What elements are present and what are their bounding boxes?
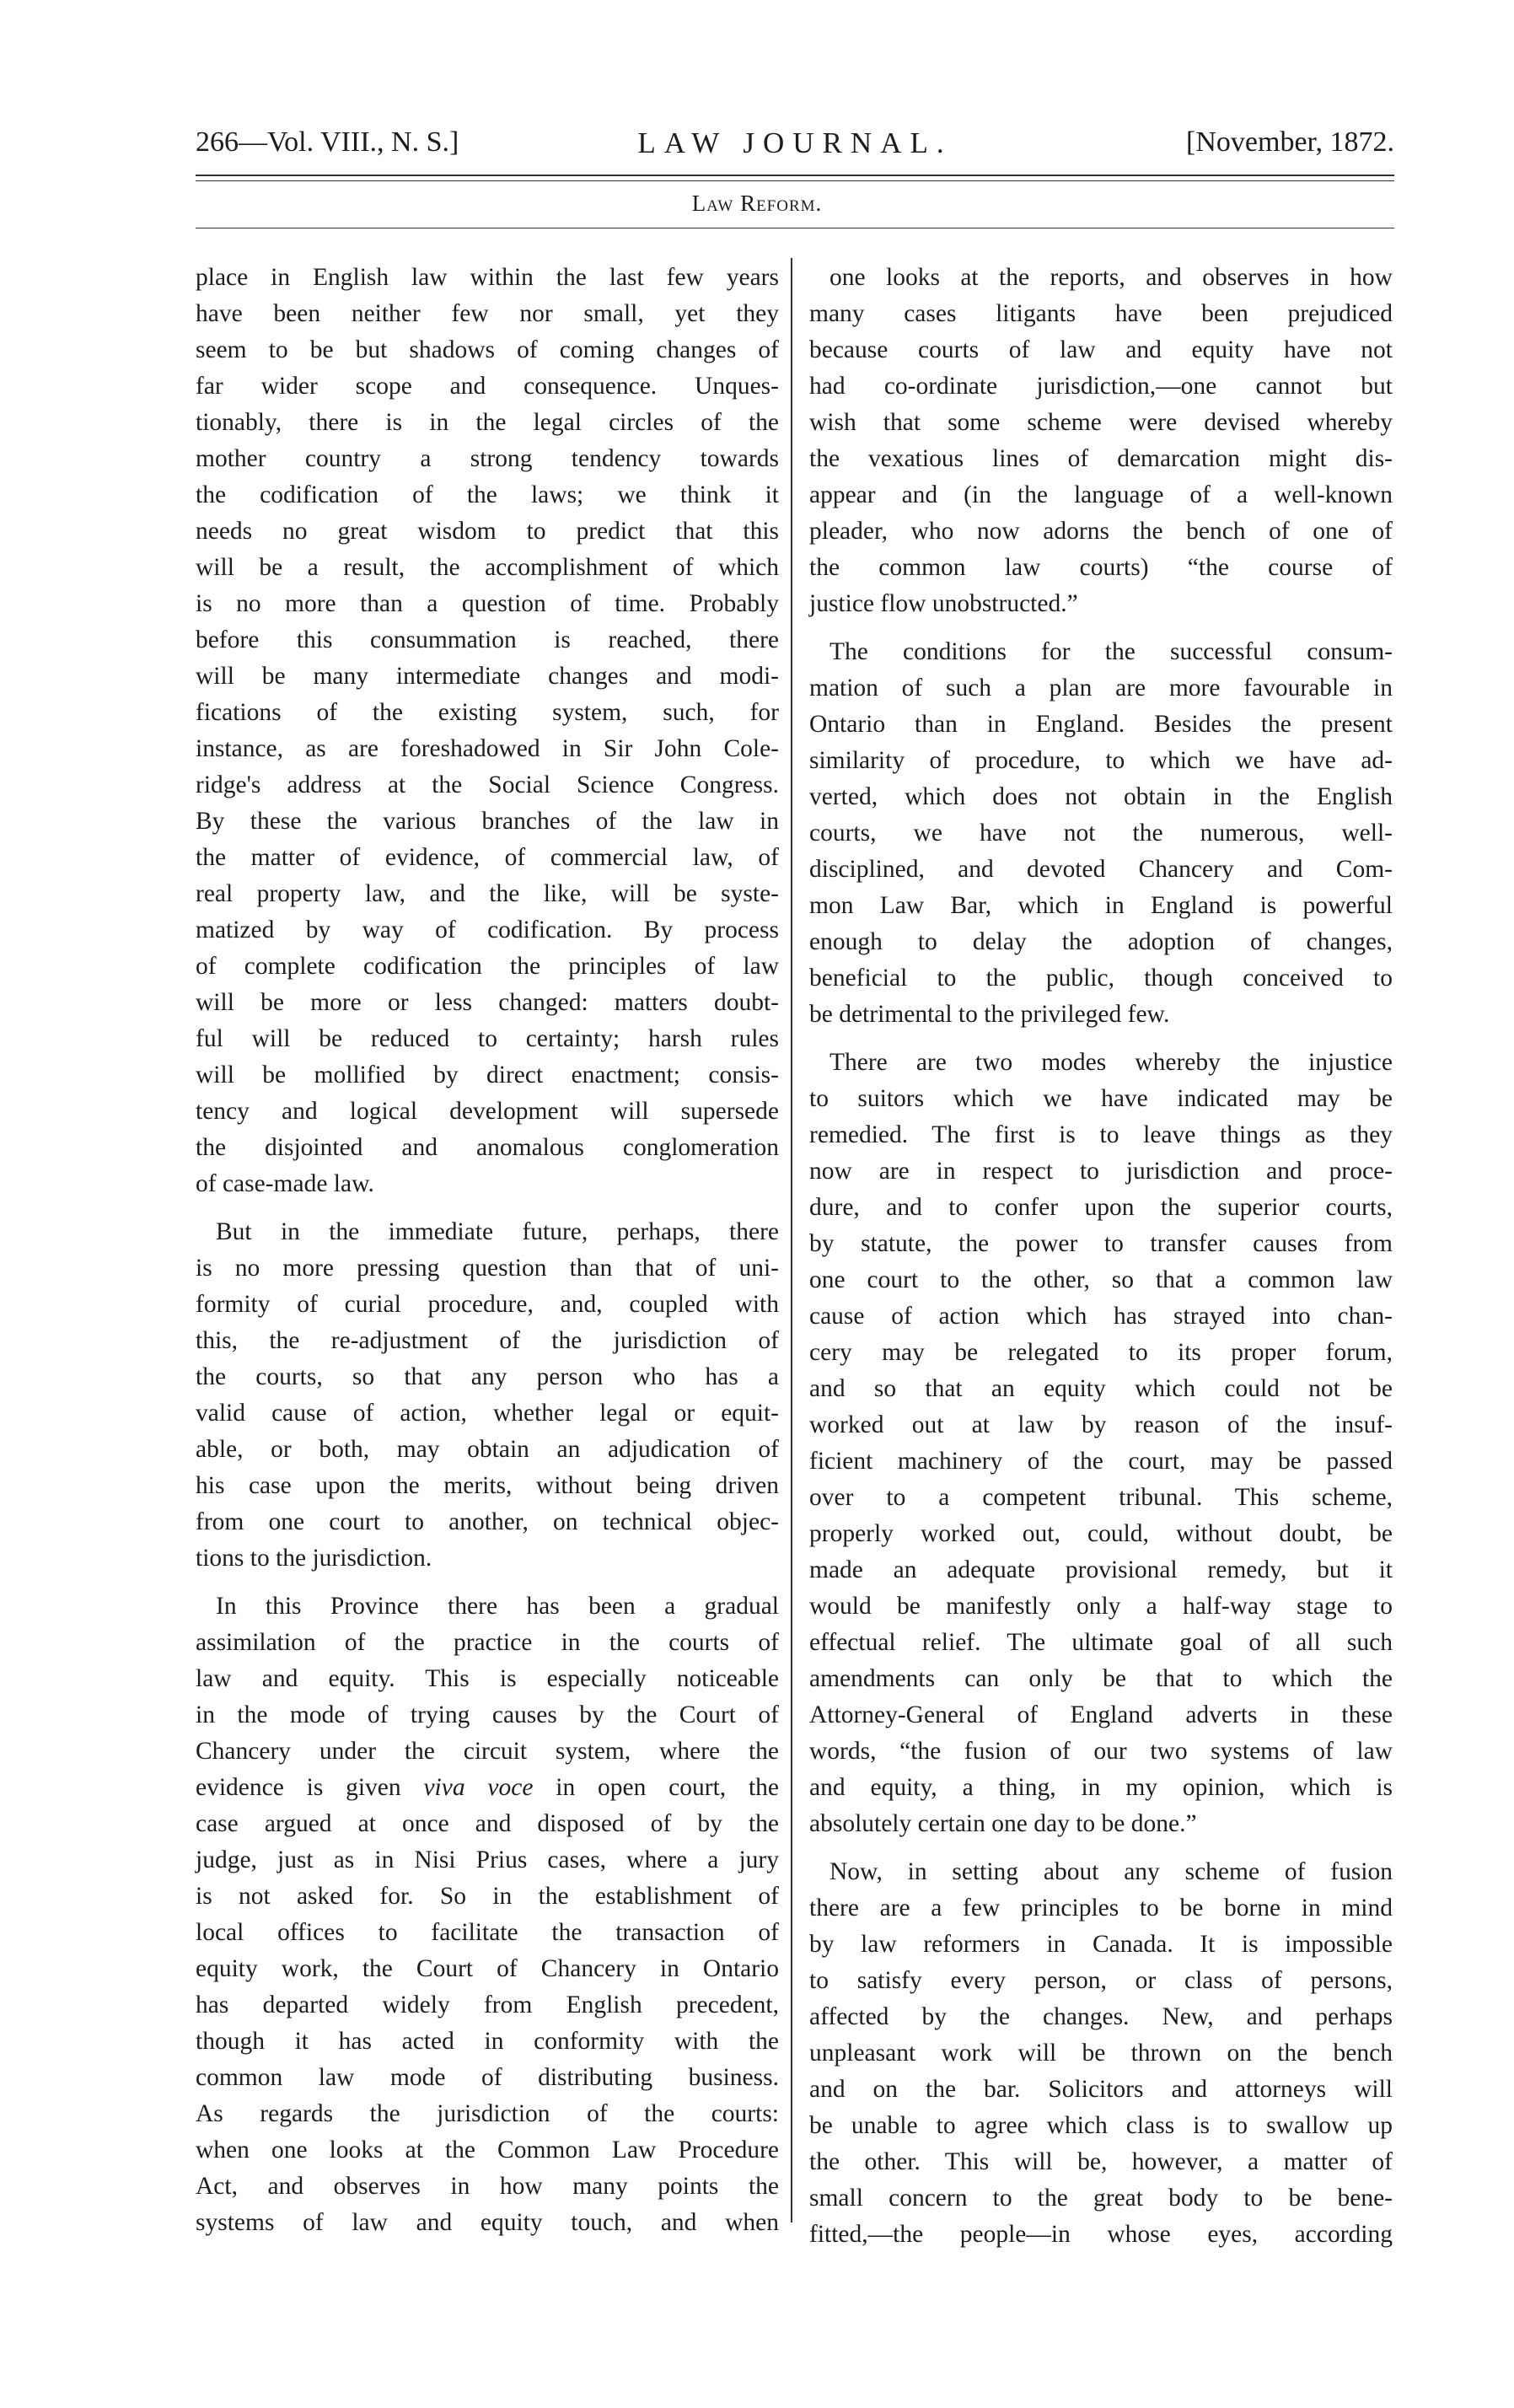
text-line: to satisfy every person, or class of persons, xyxy=(809,1967,1393,1994)
text-line: common law mode of distributing business. xyxy=(196,2064,779,2091)
text-line: the other. This will be, however, a matter of xyxy=(809,2148,1393,2175)
text-line: wish that some scheme were devised whereby xyxy=(809,409,1393,436)
text-line: justice flow unobstructed.” xyxy=(809,590,1078,617)
text-line: valid cause of action, whether legal or equit- xyxy=(196,1400,779,1427)
text-line: be unable to agree which class is to swallow up xyxy=(809,2112,1393,2139)
text-line: to suitors which we have indicated may be xyxy=(809,1085,1393,1112)
text-line: enough to delay the adoption of changes, xyxy=(809,928,1393,955)
text-line: place in English law within the last few years xyxy=(196,264,779,291)
text-line: over to a competent tribunal. This scheme, xyxy=(809,1484,1393,1511)
text-line: affected by the changes. New, and perhaps xyxy=(809,2003,1393,2030)
text-line: is no more pressing question than that of uni- xyxy=(196,1255,779,1282)
text-line: the courts, so that any person who has a xyxy=(196,1363,779,1390)
text-line: and equity, a thing, in my opinion, which is xyxy=(809,1774,1393,1801)
text-line: this, the re-adjustment of the jurisdiction of xyxy=(196,1327,779,1354)
text-line: matized by way of codification. By process xyxy=(196,916,779,943)
text-line: his case upon the merits, without being driven xyxy=(196,1472,779,1499)
text-line: ridge's address at the Social Science Congress. xyxy=(196,771,779,798)
journal-title: LAW JOURNAL. xyxy=(637,126,953,159)
text-line: ful will be reduced to certainty; harsh rules xyxy=(196,1025,779,1052)
text-line: appear and (in the language of a well-known xyxy=(809,481,1393,508)
text-line: evidence is given viva voce in open court, the xyxy=(196,1774,779,1801)
text-line: the vexatious lines of demarcation might dis- xyxy=(809,445,1393,472)
text-line: small concern to the great body to be bene- xyxy=(809,2185,1393,2212)
text-line: one court to the other, so that a common law xyxy=(809,1266,1393,1293)
header-rule-top xyxy=(196,175,1394,176)
text-line: unpleasant work will be thrown on the bench xyxy=(809,2040,1393,2067)
text-line: by law reformers in Canada. It is impossible xyxy=(809,1931,1393,1958)
page-volume-number: 266—Vol. VIII., N. S.] xyxy=(196,126,459,158)
text-line: formity of curial procedure, and, coupled with xyxy=(196,1291,779,1318)
text-line: is no more than a question of time. Probably xyxy=(196,590,779,617)
text-line: Chancery under the circuit system, where the xyxy=(196,1738,779,1765)
text-line: mon Law Bar, which in England is powerful xyxy=(809,892,1393,919)
issue-date: [November, 1872. xyxy=(1186,126,1394,158)
text-line: will be mollified by direct enactment; consis- xyxy=(196,1062,779,1088)
text-line: fications of the existing system, such, for xyxy=(196,699,779,726)
text-line: mation of such a plan are more favourable in xyxy=(809,675,1393,701)
text-line: there are a few principles to be borne in mind xyxy=(809,1895,1393,1922)
text-line: pleader, who now adorns the bench of one of xyxy=(809,518,1393,545)
text-line: ficient machinery of the court, may be passed xyxy=(809,1448,1393,1475)
text-line: tency and logical development will supersede xyxy=(196,1098,779,1125)
italic-phrase: viva voce xyxy=(423,1774,534,1801)
text-line: disciplined, and devoted Chancery and Com- xyxy=(809,856,1393,883)
paragraph xyxy=(196,1588,779,2241)
text-line: beneficial to the public, though conceived to xyxy=(809,965,1393,992)
paragraph xyxy=(196,260,779,1202)
text-line: one looks at the reports, and observes in how xyxy=(829,264,1393,291)
text-line: far wider scope and consequence. Unques- xyxy=(196,373,779,400)
text-line: equity work, the Court of Chancery in Ontario xyxy=(196,1955,779,1982)
text-line: the codification of the laws; we think it xyxy=(196,481,779,508)
text-line: tionably, there is in the legal circles of the xyxy=(196,409,779,436)
text-line: local offices to facilitate the transaction of xyxy=(196,1919,779,1946)
text-line: But in the immediate future, perhaps, there xyxy=(216,1218,779,1245)
paragraph xyxy=(809,260,1393,622)
text-line: cause of action which has strayed into chan- xyxy=(809,1303,1393,1330)
text-line: In this Province there has been a gradual xyxy=(216,1593,779,1620)
text-line: The conditions for the successful consum- xyxy=(829,638,1393,665)
text-line: tions to the jurisdiction. xyxy=(196,1545,432,1572)
paragraph xyxy=(809,1854,1393,2253)
text-line: and on the bar. Solicitors and attorneys will xyxy=(809,2076,1393,2103)
text-line: case argued at once and disposed of by the xyxy=(196,1810,779,1837)
text-line: systems of law and equity touch, and when xyxy=(196,2209,779,2236)
text-line: because courts of law and equity have not xyxy=(809,336,1393,363)
text-line: will be more or less changed: matters doubt- xyxy=(196,989,779,1016)
text-line: By these the various branches of the law in xyxy=(196,808,779,835)
text-line: judge, just as in Nisi Prius cases, where a jury xyxy=(196,1846,779,1873)
text-line: fitted,—the people—in whose eyes, according xyxy=(809,2221,1393,2248)
text-line: There are two modes whereby the injustice xyxy=(829,1049,1393,1076)
text-line: Ontario than in England. Besides the present xyxy=(809,711,1393,738)
text-line: cery may be relegated to its proper forum, xyxy=(809,1339,1393,1366)
text-line: many cases litigants have been prejudiced xyxy=(809,300,1393,327)
text-line: when one looks at the Common Law Procedure xyxy=(196,2137,779,2163)
paragraph xyxy=(196,1214,779,1577)
text-line: courts, we have not the numerous, well- xyxy=(809,820,1393,847)
header-rule-bottom xyxy=(196,180,1394,181)
text-line: verted, which does not obtain in the English xyxy=(809,783,1393,810)
text-line: needs no great wisdom to predict that this xyxy=(196,518,779,545)
text-line: words, “the fusion of our two systems of law xyxy=(809,1738,1393,1765)
text-line: of case-made law. xyxy=(196,1170,374,1197)
text-line: will be a result, the accomplishment of which xyxy=(196,554,779,581)
text-line: is not asked for. So in the establishment of xyxy=(196,1883,779,1910)
left-column xyxy=(196,260,779,2253)
text-line: be detrimental to the privileged few. xyxy=(809,1001,1170,1028)
text-line: of complete codification the principles of law xyxy=(196,953,779,980)
text-line: absolutely certain one day to be done.” xyxy=(809,1810,1197,1837)
text-line: from one court to another, on technical objec- xyxy=(196,1508,779,1535)
column-divider xyxy=(791,258,792,2223)
text-line: real property law, and the like, will be syste- xyxy=(196,880,779,907)
text-line: the matter of evidence, of commercial law, of xyxy=(196,844,779,871)
text-line: Attorney-General of England adverts in these xyxy=(809,1701,1393,1728)
text-line: assimilation of the practice in the courts of xyxy=(196,1629,779,1656)
text-line: seem to be but shadows of coming changes of xyxy=(196,336,779,363)
text-line: similarity of procedure, to which we have ad- xyxy=(809,747,1393,774)
text-line: made an adequate provisional remedy, but it xyxy=(809,1556,1393,1583)
text-line: in the mode of trying causes by the Court of xyxy=(196,1701,779,1728)
text-line: the disjointed and anomalous conglomeration xyxy=(196,1134,779,1161)
text-line: law and equity. This is especially noticeable xyxy=(196,1665,779,1692)
text-line: Now, in setting about any scheme of fusion xyxy=(829,1858,1393,1885)
text-line: before this consummation is reached, there xyxy=(196,626,779,653)
text-line: the common law courts) “the course of xyxy=(809,554,1393,581)
text-line: and so that an equity which could not be xyxy=(809,1375,1393,1402)
paragraph xyxy=(809,1045,1393,1842)
section-title: Law Reform. xyxy=(691,191,823,216)
right-column xyxy=(809,260,1393,2265)
text-line: instance, as are foreshadowed in Sir John Cole- xyxy=(196,735,779,762)
text-line: will be many intermediate changes and modi- xyxy=(196,663,779,690)
text-line: though it has acted in conformity with the xyxy=(196,2028,779,2055)
text-line: properly worked out, could, without doubt, be xyxy=(809,1520,1393,1547)
text-line: able, or both, may obtain an adjudication of xyxy=(196,1436,779,1463)
text-line: have been neither few nor small, yet they xyxy=(196,300,779,327)
text-line: by statute, the power to transfer causes from xyxy=(809,1230,1393,1257)
text-line: effectual relief. The ultimate goal of all such xyxy=(809,1629,1393,1656)
text-line: has departed widely from English precedent, xyxy=(196,1991,779,2018)
text-line: Act, and observes in how many points the xyxy=(196,2173,779,2200)
paragraph xyxy=(809,634,1393,1033)
text-line: worked out at law by reason of the insuf- xyxy=(809,1411,1393,1438)
text-line: now are in respect to jurisdiction and proce- xyxy=(809,1158,1393,1185)
text-line: would be manifestly only a half-way stage to xyxy=(809,1593,1393,1620)
running-header xyxy=(196,126,1394,169)
text-line: amendments can only be that to which the xyxy=(809,1665,1393,1692)
text-line: mother country a strong tendency towards xyxy=(196,445,779,472)
text-line: remedied. The first is to leave things as they xyxy=(809,1121,1393,1148)
text-line: As regards the jurisdiction of the courts: xyxy=(196,2100,779,2127)
text-line: dure, and to confer upon the superior courts, xyxy=(809,1194,1393,1221)
text-line: had co-ordinate jurisdiction,—one cannot but xyxy=(809,373,1393,400)
